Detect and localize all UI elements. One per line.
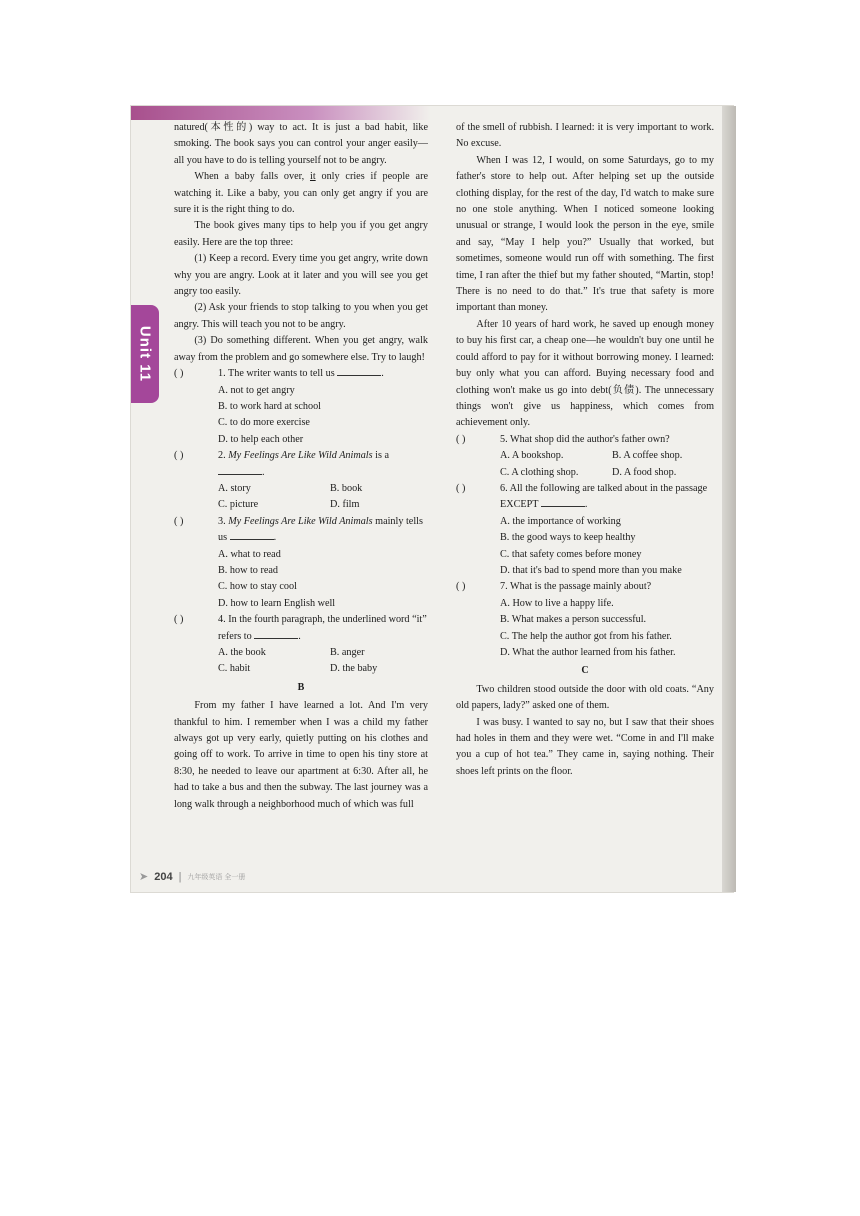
question-7 (456, 579, 714, 595)
answer-bracket[interactable]: ( ) (174, 515, 184, 527)
question-stem: 4. In the fourth paragraph, the underlined word “it” refers to (218, 614, 427, 642)
option: B. anger (330, 647, 365, 658)
left-column (174, 120, 428, 813)
answer-bracket[interactable]: ( ) (174, 450, 184, 462)
answer-blank (541, 497, 585, 507)
book-title: My Feelings Are Like Wild Animals (228, 515, 373, 527)
option: C. A clothing shop. (500, 466, 579, 478)
answer-blank (230, 530, 274, 540)
option: A. How to live a happy life. (500, 597, 614, 609)
option: A. what to read (218, 548, 281, 560)
option: D. that it's bad to spend more than you make (500, 564, 682, 576)
question-stem: 7. What is the passage mainly about? (500, 581, 652, 593)
footer-divider: | (178, 870, 182, 883)
option: B. A coffee shop. (612, 450, 683, 462)
paragraph-baby: When a baby falls over, it only cries if people are watching it. Like a baby, you can only get angry if you are sure it is the right thing to do. (174, 171, 428, 216)
answer-bracket[interactable]: ( ) (174, 614, 184, 626)
decorative-header-band (131, 106, 431, 120)
page-number: 204 (154, 870, 173, 883)
option: B. the good ways to keep healthy (500, 532, 636, 544)
question-stem: 1. The writer wants to tell us (218, 368, 335, 380)
unit-tab-label: Unit 11 (136, 325, 154, 383)
option: D. film (330, 499, 360, 511)
option: B. how to read (218, 564, 278, 576)
answer-blank (337, 366, 381, 376)
question-stem: 6. All the following are talked about in the passage EXCEPT (500, 482, 708, 511)
paragraph-tips-intro: The book gives many tips to help you if you get angry easily. Here are the top three: (174, 220, 428, 248)
answer-bracket[interactable]: ( ) (456, 581, 466, 593)
tip-2: (2) Ask your friends to stop talking to you when you get angry. This will teach you not to be angry. (174, 302, 428, 330)
paragraph-shoes: I was busy. I wanted to say no, but I saw that their shoes had holes in them and they were wet. “Come in and I'll make you a cup of hot tea.” They came in, saying nothing. Their shoes left prints on the floor. (456, 716, 714, 777)
option: C. how to stay cool (218, 581, 297, 593)
answer-bracket[interactable]: ( ) (456, 482, 466, 494)
underlined-word-it: it (309, 171, 316, 183)
page-edge-shadow (722, 106, 736, 892)
tip-1: (1) Keep a record. Every time you get angry, write down why you are angry. Look at it later and you will see you get angry too easily. (174, 253, 428, 298)
option: C. that safety comes before money (500, 548, 642, 560)
question-4-options (174, 645, 428, 678)
answer-bracket[interactable]: ( ) (456, 433, 466, 445)
option: B. What makes a person successful. (500, 614, 647, 626)
question-1-options (174, 383, 428, 449)
question-6: ( ) 6. All the following are talked about in the passage EXCEPT . (456, 482, 708, 511)
unit-tab (131, 305, 159, 403)
answer-blank (254, 629, 298, 639)
answer-blank (218, 465, 262, 475)
right-column (456, 120, 714, 780)
arrow-icon: ➤ (139, 871, 149, 883)
option: A. the book (218, 647, 266, 658)
option: C. picture (218, 499, 259, 511)
book-title: My Feelings Are Like Wild Animals (228, 450, 373, 462)
question-2-options (174, 481, 428, 514)
option: A. story (218, 482, 251, 494)
option: A. A bookshop. (500, 450, 564, 462)
section-heading-c: C (581, 665, 589, 677)
question-2: ( ) 2. My Feelings Are Like Wild Animals is a . (174, 450, 390, 478)
option: C. to do more exercise (218, 417, 310, 429)
option: A. the importance of working (500, 515, 621, 527)
question-3: ( ) 3. My Feelings Are Like Wild Animals mainly tells us . (174, 515, 423, 544)
option: D. how to learn English well (218, 597, 336, 609)
paragraph-anger-habit: natured(本性的) way to act. It is just a bad habit, like smoking. The book says you can control your anger easily—all you have to do is telling yourself not to be angry. (174, 122, 428, 166)
option: D. A food shop. (612, 466, 677, 478)
question-4: ( ) 4. In the fourth paragraph, the underlined word “it” refers to . (174, 614, 427, 642)
option: B. to work hard at school (218, 400, 321, 412)
question-6-options (456, 514, 714, 580)
question-stem: 5. What shop did the author's father own? (500, 433, 670, 445)
paragraph-car: After 10 years of hard work, he saved up enough money to buy his first car, a cheap one—he wouldn't buy one until he could afford to pay for it without borrowing money. I learned: buy only what you can afford. Buying necessary food and clothing won't make us go into debt(负债). The unnecessary things won't give us happiness, which comes from achievement only. (456, 318, 714, 429)
question-3-options (174, 547, 428, 613)
option: C. The help the author got from his father. (500, 630, 672, 642)
question-7-options (456, 596, 714, 662)
question-5-options (456, 448, 714, 481)
answer-bracket[interactable]: ( ) (174, 368, 184, 380)
option: A. not to get angry (218, 384, 295, 396)
section-heading-b: B (297, 681, 305, 693)
option: D. to help each other (218, 433, 304, 445)
paragraph-children: Two children stood outside the door with old coats. “Any old papers, lady?” asked one of them. (456, 683, 714, 712)
book-title-footer: 九年级英语 全一册 (187, 873, 246, 881)
option: C. habit (218, 663, 251, 675)
question-1: ( ) 1. The writer wants to tell us . (174, 366, 428, 382)
paragraph-smell: of the smell of rubbish. I learned: it is very important to work. No excuse. (456, 122, 714, 150)
paragraph-store: When I was 12, I would, on some Saturdays, go to my father's store to help out. After helping set up the outside clothing display, for the rest of the day, I'd watch to make sure no one stole anything. When I noticed someone looking unusual or strange, I would look the person in the eye, smile and say, “May I help you?” Usually that worked, but sometimes, someone would run off with something. The first time, I ran after the thief but my father shouted, “Martin, stop! There is no need to do that.” It's true that safety is more important than money. (456, 154, 714, 314)
tip-3: (3) Do something different. When you get angry, walk away from the problem and go somewhere else. Try to laugh! (174, 335, 428, 363)
question-5 (456, 432, 714, 448)
option: D. the baby (330, 663, 378, 675)
page-footer (139, 870, 245, 883)
option: B. book (330, 482, 363, 494)
option: D. What the author learned from his father. (500, 647, 676, 658)
paragraph-father: From my father I have learned a lot. And I'm very thankful to him. I remember when I was a child my father always got up very early, quietly putting on his clothes and going off to work. To arrive in time to open his tiny store at 8:30, he needed to leave our apartment at 6:30. After all, he had to take a bus and then the subway. The last journey was a long walk through a neighborhood much of which was full (174, 700, 428, 810)
